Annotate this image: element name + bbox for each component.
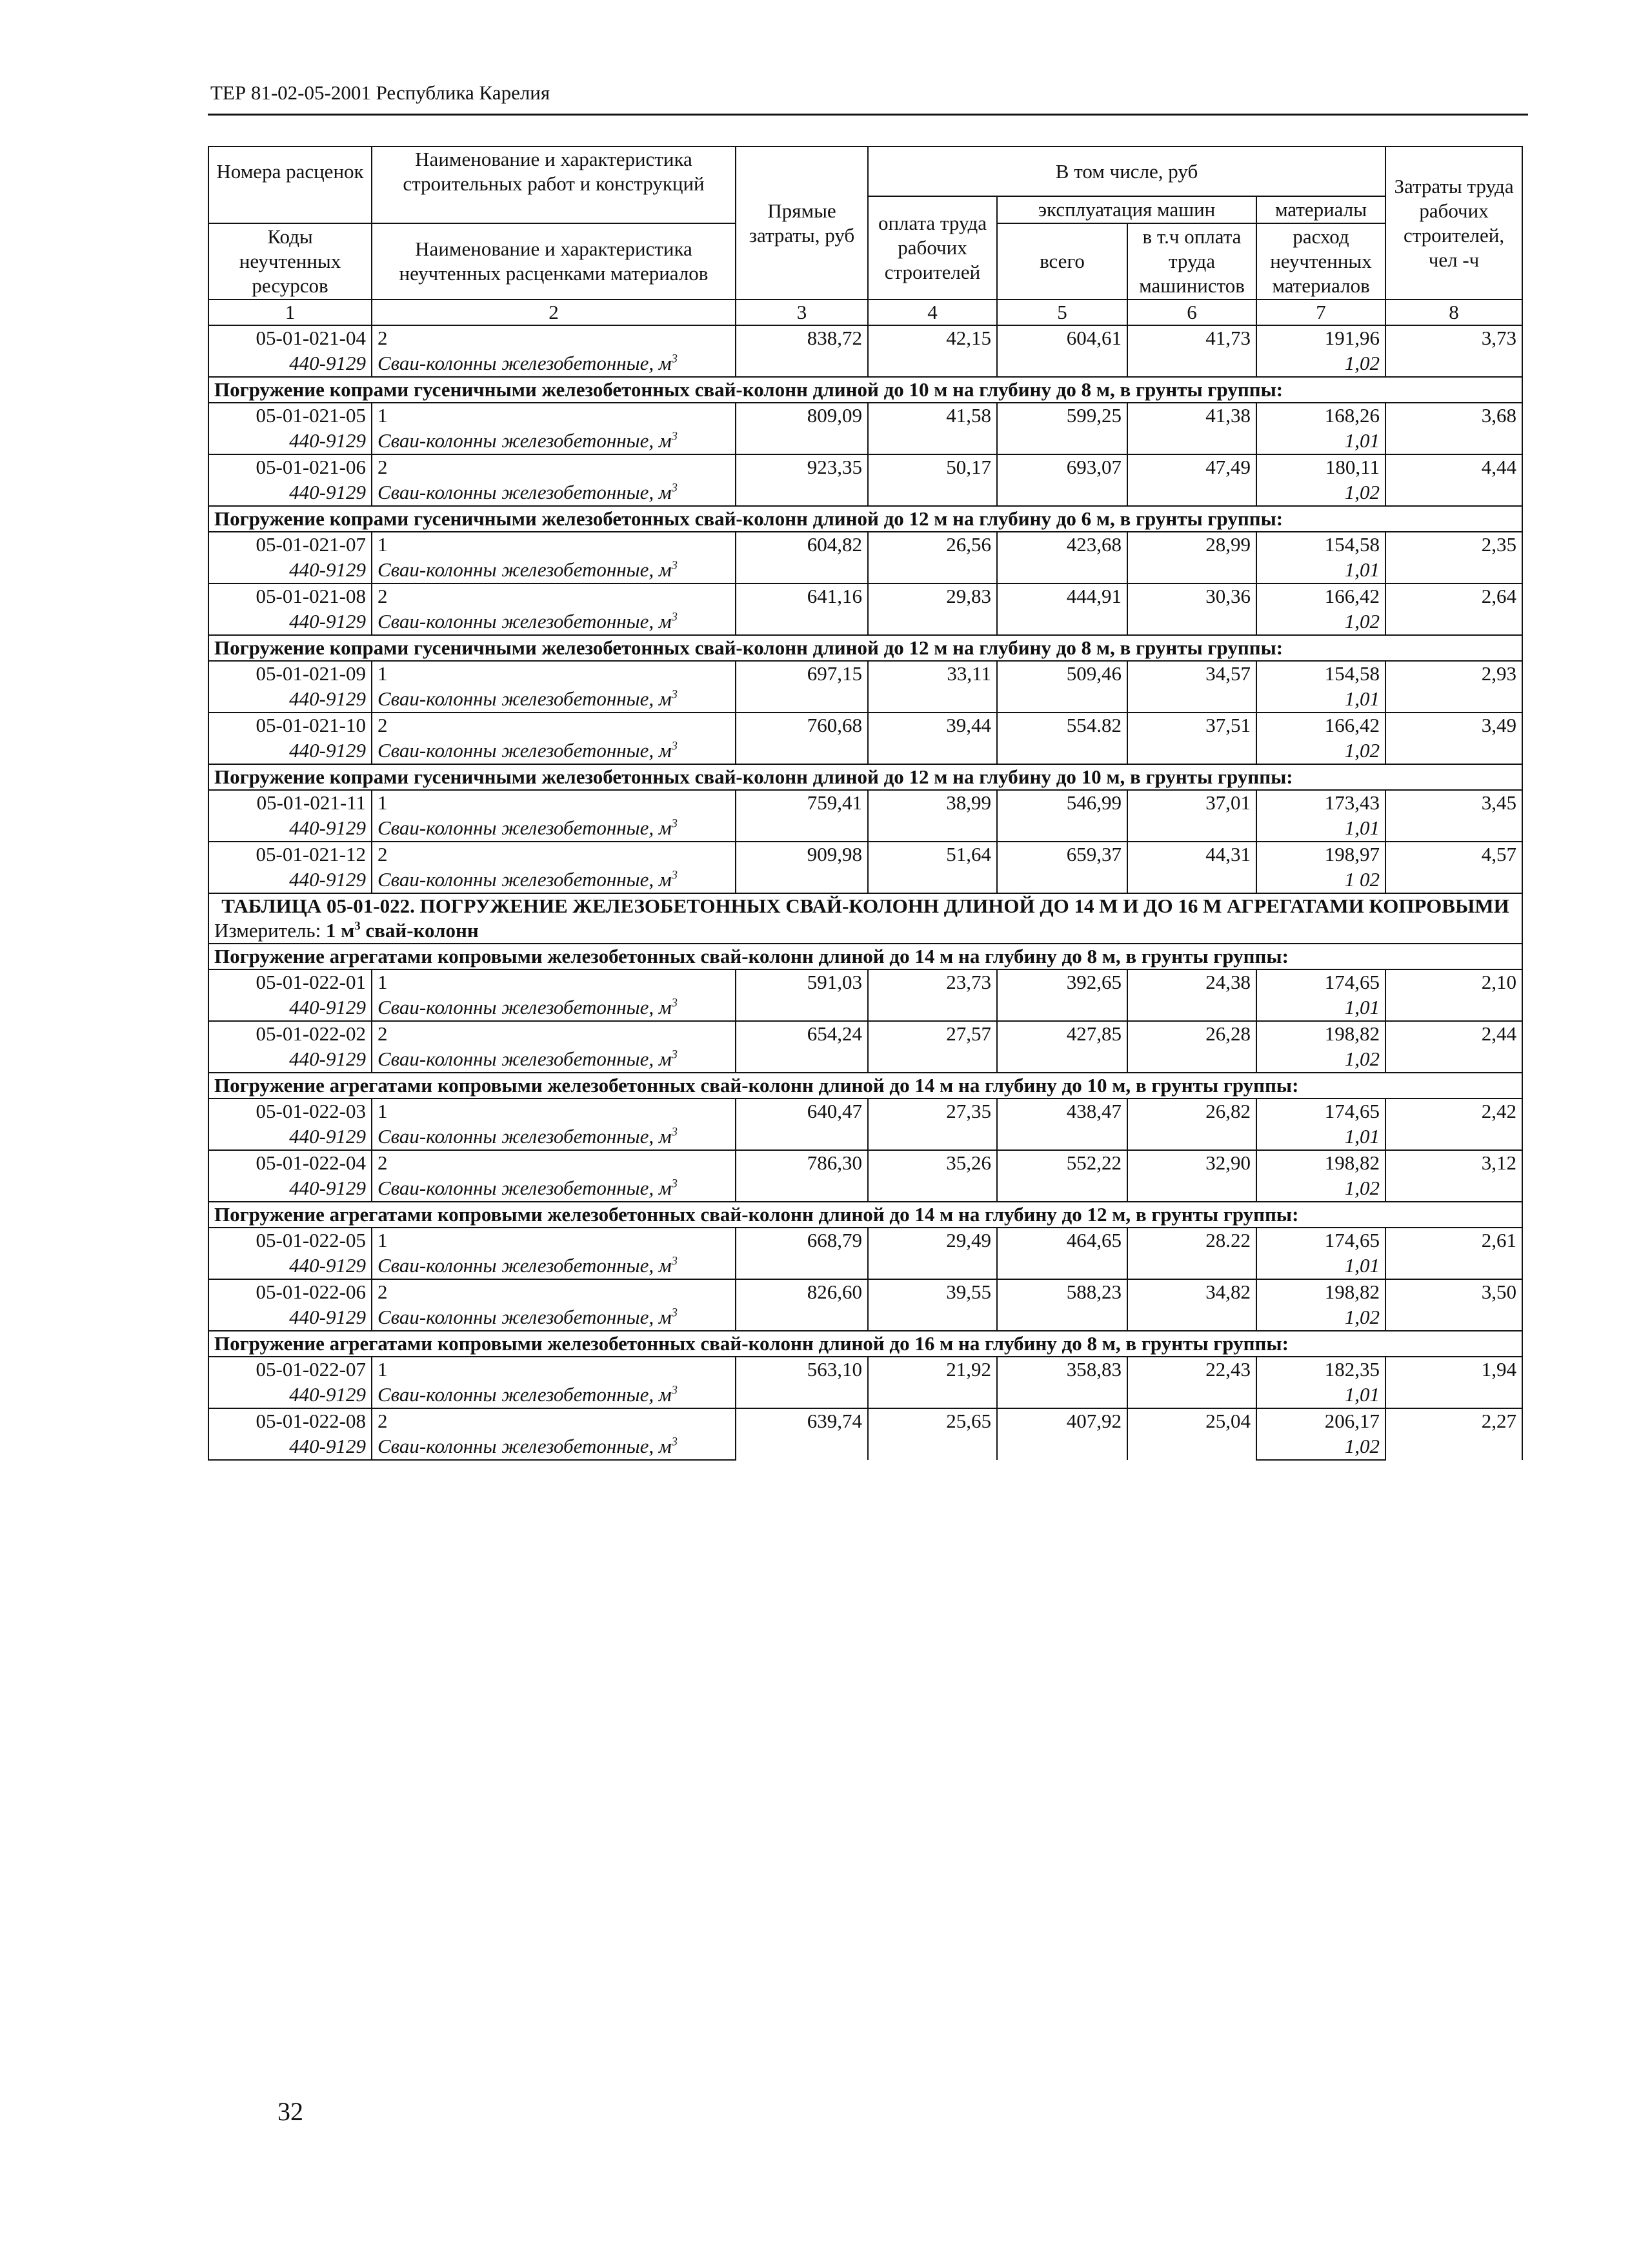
machine-cost: 509,46 (997, 661, 1127, 713)
unit-superscript: 3 (671, 1306, 678, 1320)
material-quantity: 1,01 (1256, 1124, 1385, 1150)
material-name (372, 867, 736, 893)
col1-top-header: Номера расценок (208, 147, 372, 196)
soil-group: 2 (372, 1408, 736, 1434)
material-name (372, 816, 736, 842)
unit-superscript: 3 (671, 352, 678, 366)
material-name-text: Сваи-колонны железобетонные, м (378, 429, 672, 452)
soil-group: 1 (372, 1357, 736, 1382)
labor-cost: 26,56 (868, 532, 997, 583)
material-cost: 182,35 (1256, 1357, 1385, 1382)
soil-group: 2 (372, 583, 736, 609)
rate-code: 05-01-022-01 (208, 969, 372, 995)
unit-superscript: 3 (671, 816, 678, 831)
rate-code: 05-01-021-09 (208, 661, 372, 687)
material-cost: 166,42 (1256, 583, 1385, 609)
machinist-labor-cost: 37,01 (1127, 790, 1256, 842)
section-heading: Погружение агрегатами копровыми железобетонных свай-колонн длиной до 16 м на глубину до 8 м, в грунты группы: (208, 1331, 1522, 1357)
material-name-text: Сваи-колонны железобетонные, м (378, 996, 672, 1018)
col7-header: расход неучтенных материалов (1256, 223, 1385, 299)
rate-row (208, 1150, 1522, 1176)
labor-hours: 2,42 (1385, 1099, 1522, 1150)
measurer (208, 918, 1522, 944)
unit-superscript: 3 (671, 1125, 678, 1139)
labor-hours: 1,94 (1385, 1357, 1522, 1408)
soil-group: 1 (372, 1228, 736, 1253)
labor-hours: 3,45 (1385, 790, 1522, 842)
material-name (372, 1253, 736, 1279)
rate-row (208, 790, 1522, 816)
material-name-text: Сваи-колонны железобетонные, м (378, 739, 672, 762)
soil-group: 2 (372, 1021, 736, 1047)
machine-cost: 358,83 (997, 1357, 1127, 1408)
unit-superscript: 3 (671, 868, 678, 882)
labor-cost: 25,65 (868, 1408, 997, 1460)
machine-cost: 444,91 (997, 583, 1127, 635)
material-name-text: Сваи-колонны железобетонные, м (378, 1435, 672, 1457)
rate-row (208, 1357, 1522, 1382)
resource-code: 440-9129 (208, 1176, 372, 1202)
resource-code: 440-9129 (208, 1382, 372, 1408)
material-cost: 198,97 (1256, 842, 1385, 867)
machinist-labor-cost: 26,28 (1127, 1021, 1256, 1073)
machine-cost: 604,61 (997, 325, 1127, 377)
machinist-labor-cost: 32,90 (1127, 1150, 1256, 1202)
material-name (372, 738, 736, 764)
col-number: 4 (868, 299, 997, 325)
material-name (372, 1176, 736, 1202)
section-heading-row (208, 764, 1522, 790)
material-cost: 206,17 (1256, 1408, 1385, 1434)
resource-code: 440-9129 (208, 609, 372, 635)
unit-superscript: 3 (671, 687, 678, 702)
material-quantity: 1,01 (1256, 558, 1385, 583)
material-quantity: 1,02 (1256, 351, 1385, 377)
soil-group: 1 (372, 403, 736, 429)
labor-hours: 2,35 (1385, 532, 1522, 583)
resource-code: 440-9129 (208, 1124, 372, 1150)
labor-hours: 2,27 (1385, 1408, 1522, 1460)
resource-code: 440-9129 (208, 558, 372, 583)
material-cost: 173,43 (1256, 790, 1385, 816)
rate-row (208, 583, 1522, 609)
machinist-labor-cost: 26,82 (1127, 1099, 1256, 1150)
soil-group: 1 (372, 661, 736, 687)
resource-code: 440-9129 (208, 738, 372, 764)
material-name (372, 558, 736, 583)
soil-group: 1 (372, 969, 736, 995)
unit-superscript: 3 (671, 481, 678, 495)
direct-cost: 641,16 (736, 583, 868, 635)
material-cost: 198,82 (1256, 1021, 1385, 1047)
labor-cost: 21,92 (868, 1357, 997, 1408)
col-number: 7 (1256, 299, 1385, 325)
material-cost: 198,82 (1256, 1150, 1385, 1176)
col6-header: в т.ч оплата труда машинистов (1127, 223, 1256, 299)
machinist-labor-cost: 47,49 (1127, 454, 1256, 506)
material-name (372, 429, 736, 454)
machinist-labor-cost: 25,04 (1127, 1408, 1256, 1460)
unit-superscript: 3 (671, 739, 678, 753)
material-quantity: 1,01 (1256, 687, 1385, 713)
materials-header: материалы (1256, 196, 1385, 223)
machinist-labor-cost: 34,57 (1127, 661, 1256, 713)
material-name-text: Сваи-колонны железобетонные, м (378, 1306, 672, 1328)
material-cost: 198,82 (1256, 1279, 1385, 1305)
material-cost: 191,96 (1256, 325, 1385, 351)
soil-group: 2 (372, 842, 736, 867)
material-name-text: Сваи-колонны железобетонные, м (378, 558, 672, 581)
machinist-labor-cost: 34,82 (1127, 1279, 1256, 1331)
direct-cost: 760,68 (736, 713, 868, 764)
col5-header: всего (997, 223, 1127, 299)
material-name-text: Сваи-колонны железобетонные, м (378, 1048, 672, 1070)
machine-cost: 693,07 (997, 454, 1127, 506)
col-number: 2 (372, 299, 736, 325)
col-number: 5 (997, 299, 1127, 325)
direct-cost: 838,72 (736, 325, 868, 377)
labor-hours: 2,10 (1385, 969, 1522, 1021)
measurer-value (326, 919, 479, 942)
machinist-labor-cost: 24,38 (1127, 969, 1256, 1021)
rate-code: 05-01-021-04 (208, 325, 372, 351)
rate-row (208, 1021, 1522, 1047)
machine-cost: 554.82 (997, 713, 1127, 764)
rate-code: 05-01-022-06 (208, 1279, 372, 1305)
direct-cost: 697,15 (736, 661, 868, 713)
rate-code: 05-01-021-08 (208, 583, 372, 609)
material-name-text: Сваи-колонны железобетонные, м (378, 1383, 672, 1406)
machine-cost: 588,23 (997, 1279, 1127, 1331)
resource-code: 440-9129 (208, 480, 372, 506)
rate-row (208, 403, 1522, 429)
machinist-labor-cost: 30,36 (1127, 583, 1256, 635)
section-heading-row (208, 635, 1522, 661)
labor-hours: 4,44 (1385, 454, 1522, 506)
labor-cost: 50,17 (868, 454, 997, 506)
section-heading: Погружение копрами гусеничными железобетонных свай-колонн длиной до 10 м на глубину до 8 м, в грунты группы: (208, 377, 1522, 403)
unit-superscript: 3 (671, 610, 678, 624)
labor-cost: 39,55 (868, 1279, 997, 1331)
labor-hours: 3,12 (1385, 1150, 1522, 1202)
col-number: 3 (736, 299, 868, 325)
labor-cost: 29,49 (868, 1228, 997, 1279)
material-cost: 174,65 (1256, 1228, 1385, 1253)
labor-hours: 2,64 (1385, 583, 1522, 635)
col2-top-header: Наименование и характеристика строительных работ и конструкций (372, 147, 736, 196)
rate-row (208, 325, 1522, 351)
machinist-labor-cost: 22,43 (1127, 1357, 1256, 1408)
section-heading: Погружение агрегатами копровыми железобетонных свай-колонн длиной до 14 м на глубину до 10 м, в грунты группы: (208, 1073, 1522, 1099)
machines-header: эксплуатация машин (997, 196, 1256, 223)
rate-row (208, 1279, 1522, 1305)
direct-cost: 563,10 (736, 1357, 868, 1408)
table-title: ТАБЛИЦА 05-01-022. ПОГРУЖЕНИЕ ЖЕЛЕЗОБЕТОННЫХ СВАЙ-КОЛОНН ДЛИНОЙ ДО 14 М И ДО 16 М АГРЕГАТАМИ КОПРОВЫМИ (208, 893, 1522, 918)
machinist-labor-cost: 41,38 (1127, 403, 1256, 454)
soil-group: 2 (372, 454, 736, 480)
measurer-unit: 1 м (325, 919, 355, 942)
labor-cost: 39,44 (868, 713, 997, 764)
material-name (372, 1382, 736, 1408)
material-name (372, 687, 736, 713)
unit-superscript: 3 (671, 429, 678, 443)
column-numbers-row (208, 299, 1522, 325)
rate-code: 05-01-021-11 (208, 790, 372, 816)
unit-superscript: 3 (671, 1254, 678, 1268)
material-quantity: 1,02 (1256, 1176, 1385, 1202)
machine-cost: 427,85 (997, 1021, 1127, 1073)
machine-cost: 438,47 (997, 1099, 1127, 1150)
material-name (372, 609, 736, 635)
direct-cost: 604,82 (736, 532, 868, 583)
resource-code: 440-9129 (208, 1434, 372, 1460)
material-cost: 154,58 (1256, 532, 1385, 558)
unit-superscript: 3 (671, 558, 678, 572)
rate-code: 05-01-022-03 (208, 1099, 372, 1124)
material-quantity: 1,02 (1256, 738, 1385, 764)
machine-cost: 599,25 (997, 403, 1127, 454)
labor-cost: 41,58 (868, 403, 997, 454)
col4-header: оплата труда рабочих строителей (868, 196, 997, 299)
direct-cost: 923,35 (736, 454, 868, 506)
rates-table (208, 146, 1523, 1461)
direct-cost: 909,98 (736, 842, 868, 893)
rate-code: 05-01-021-12 (208, 842, 372, 867)
material-cost: 154,58 (1256, 661, 1385, 687)
resource-code: 440-9129 (208, 1253, 372, 1279)
labor-cost: 33,11 (868, 661, 997, 713)
rate-row (208, 713, 1522, 738)
labor-hours: 2,44 (1385, 1021, 1522, 1073)
material-quantity: 1,01 (1256, 816, 1385, 842)
labor-cost: 27,57 (868, 1021, 997, 1073)
machinist-labor-cost: 41,73 (1127, 325, 1256, 377)
machinist-labor-cost: 37,51 (1127, 713, 1256, 764)
direct-cost: 809,09 (736, 403, 868, 454)
machinist-labor-cost: 44,31 (1127, 842, 1256, 893)
col2-bottom-header: Наименование и характеристика неучтенных расценками материалов (372, 223, 736, 299)
labor-cost: 35,26 (868, 1150, 997, 1202)
material-quantity: 1,02 (1256, 1305, 1385, 1331)
labor-cost: 27,35 (868, 1099, 997, 1150)
resource-code: 440-9129 (208, 687, 372, 713)
section-heading: Погружение агрегатами копровыми железобетонных свай-колонн длиной до 14 м на глубину до 12 м, в грунты группы: (208, 1202, 1522, 1228)
rate-code: 05-01-021-05 (208, 403, 372, 429)
resource-code: 440-9129 (208, 429, 372, 454)
direct-cost: 759,41 (736, 790, 868, 842)
material-name-text: Сваи-колонны железобетонные, м (378, 816, 672, 839)
rates-table-wrapper (208, 146, 1522, 1461)
material-cost: 166,42 (1256, 713, 1385, 738)
material-quantity: 1,01 (1256, 1382, 1385, 1408)
resource-code: 440-9129 (208, 351, 372, 377)
machine-cost: 392,65 (997, 969, 1127, 1021)
labor-hours: 4,57 (1385, 842, 1522, 893)
col2-top-header-cont (372, 196, 736, 223)
section-heading: Погружение копрами гусеничными железобетонных свай-колонн длиной до 12 м на глубину до 8 м, в грунты группы: (208, 635, 1522, 661)
col1-bottom-header: Коды неучтенных ресурсов (208, 223, 372, 299)
col-number: 1 (208, 299, 372, 325)
material-name-text: Сваи-колонны железобетонные, м (378, 1125, 672, 1148)
section-heading-row (208, 506, 1522, 532)
material-quantity: 1,01 (1256, 995, 1385, 1021)
rate-row (208, 661, 1522, 687)
material-cost: 174,65 (1256, 969, 1385, 995)
col-number: 8 (1385, 299, 1522, 325)
rate-code: 05-01-022-05 (208, 1228, 372, 1253)
rate-row (208, 969, 1522, 995)
material-name (372, 480, 736, 506)
direct-cost: 639,74 (736, 1408, 868, 1460)
unit-superscript: 3 (671, 1435, 678, 1449)
measurer-row (208, 918, 1522, 944)
soil-group: 2 (372, 713, 736, 738)
direct-cost: 654,24 (736, 1021, 868, 1073)
header-rule (208, 114, 1528, 116)
section-heading: Погружение копрами гусеничными железобетонных свай-колонн длиной до 12 м на глубину до 6 м, в грунты группы: (208, 506, 1522, 532)
resource-code: 440-9129 (208, 816, 372, 842)
labor-cost: 51,64 (868, 842, 997, 893)
material-cost: 168,26 (1256, 403, 1385, 429)
col-number: 6 (1127, 299, 1256, 325)
labor-hours: 3,49 (1385, 713, 1522, 764)
section-heading-row (208, 1331, 1522, 1357)
direct-cost: 826,60 (736, 1279, 868, 1331)
labor-hours: 3,50 (1385, 1279, 1522, 1331)
measurer-superscript: 3 (354, 919, 361, 933)
material-quantity: 1,01 (1256, 1253, 1385, 1279)
machinist-labor-cost: 28,99 (1127, 532, 1256, 583)
material-name-text: Сваи-колонны железобетонные, м (378, 1254, 672, 1277)
rate-row (208, 1099, 1522, 1124)
labor-hours: 3,73 (1385, 325, 1522, 377)
section-heading: Погружение копрами гусеничными железобетонных свай-колонн длиной до 12 м на глубину до 10 м, в грунты группы: (208, 764, 1522, 790)
material-cost: 180,11 (1256, 454, 1385, 480)
machine-cost: 407,92 (997, 1408, 1127, 1460)
page-number: 32 (277, 2097, 303, 2126)
material-quantity: 1 02 (1256, 867, 1385, 893)
material-name-text: Сваи-колонны железобетонные, м (378, 610, 672, 633)
material-name (372, 1124, 736, 1150)
rate-row (208, 1228, 1522, 1253)
resource-code: 440-9129 (208, 995, 372, 1021)
material-quantity: 1,02 (1256, 609, 1385, 635)
machine-cost: 546,99 (997, 790, 1127, 842)
material-quantity: 1,02 (1256, 1047, 1385, 1073)
material-name (372, 1434, 736, 1460)
material-name-text: Сваи-колонны железобетонные, м (378, 687, 672, 710)
rate-code: 05-01-021-07 (208, 532, 372, 558)
rate-code: 05-01-022-07 (208, 1357, 372, 1382)
rate-code: 05-01-022-04 (208, 1150, 372, 1176)
labor-cost: 23,73 (868, 969, 997, 1021)
soil-group: 2 (372, 1279, 736, 1305)
material-name-text: Сваи-колонны железобетонные, м (378, 1177, 672, 1199)
labor-hours: 2,61 (1385, 1228, 1522, 1279)
rate-code: 05-01-022-02 (208, 1021, 372, 1047)
machine-cost: 552,22 (997, 1150, 1127, 1202)
direct-cost: 786,30 (736, 1150, 868, 1202)
material-name-text: Сваи-колонны железобетонные, м (378, 352, 672, 374)
soil-group: 1 (372, 1099, 736, 1124)
page-header: ТЕР 81-02-05-2001 Республика Карелия (210, 81, 550, 104)
material-name (372, 995, 736, 1021)
material-quantity: 1,02 (1256, 480, 1385, 506)
section-heading-row (208, 377, 1522, 403)
resource-code: 440-9129 (208, 1305, 372, 1331)
col1-top-header-cont (208, 196, 372, 223)
material-quantity: 1,01 (1256, 429, 1385, 454)
labor-cost: 42,15 (868, 325, 997, 377)
soil-group: 2 (372, 325, 736, 351)
group-header: В том числе, руб (868, 147, 1385, 196)
unit-superscript: 3 (671, 1383, 678, 1397)
section-heading-row (208, 1202, 1522, 1228)
rate-code: 05-01-022-08 (208, 1408, 372, 1434)
unit-superscript: 3 (671, 1048, 678, 1062)
table-title-row (208, 893, 1522, 918)
material-name-text: Сваи-колонны железобетонные, м (378, 481, 672, 503)
material-name-text: Сваи-колонны железобетонные, м (378, 868, 672, 891)
machine-cost: 423,68 (997, 532, 1127, 583)
rate-row (208, 532, 1522, 558)
section-heading-row (208, 944, 1522, 969)
direct-cost: 668,79 (736, 1228, 868, 1279)
direct-cost: 640,47 (736, 1099, 868, 1150)
machinist-labor-cost: 28.22 (1127, 1228, 1256, 1279)
col3-header: Прямые затраты, руб (736, 147, 868, 299)
soil-group: 1 (372, 532, 736, 558)
rate-row (208, 1408, 1522, 1434)
resource-code: 440-9129 (208, 867, 372, 893)
section-heading-row (208, 1073, 1522, 1099)
labor-cost: 29,83 (868, 583, 997, 635)
rate-row (208, 454, 1522, 480)
machine-cost: 659,37 (997, 842, 1127, 893)
unit-superscript: 3 (671, 996, 678, 1010)
labor-cost: 38,99 (868, 790, 997, 842)
resource-code: 440-9129 (208, 1047, 372, 1073)
soil-group: 1 (372, 790, 736, 816)
material-cost: 174,65 (1256, 1099, 1385, 1124)
direct-cost: 591,03 (736, 969, 868, 1021)
unit-superscript: 3 (671, 1177, 678, 1191)
measurer-label: Измеритель: (214, 919, 321, 942)
soil-group: 2 (372, 1150, 736, 1176)
material-quantity: 1,02 (1256, 1434, 1385, 1460)
col8-header: Затраты труда рабочих строителей, чел -ч (1385, 147, 1522, 299)
rate-code: 05-01-021-10 (208, 713, 372, 738)
section-heading: Погружение агрегатами копровыми железобетонных свай-колонн длиной до 14 м на глубину до 8 м, в грунты группы: (208, 944, 1522, 969)
measurer-object: свай-колонн (360, 919, 479, 942)
labor-hours: 2,93 (1385, 661, 1522, 713)
material-name (372, 351, 736, 377)
rate-code: 05-01-021-06 (208, 454, 372, 480)
material-name (372, 1305, 736, 1331)
rate-row (208, 842, 1522, 867)
labor-hours: 3,68 (1385, 403, 1522, 454)
machine-cost: 464,65 (997, 1228, 1127, 1279)
material-name (372, 1047, 736, 1073)
